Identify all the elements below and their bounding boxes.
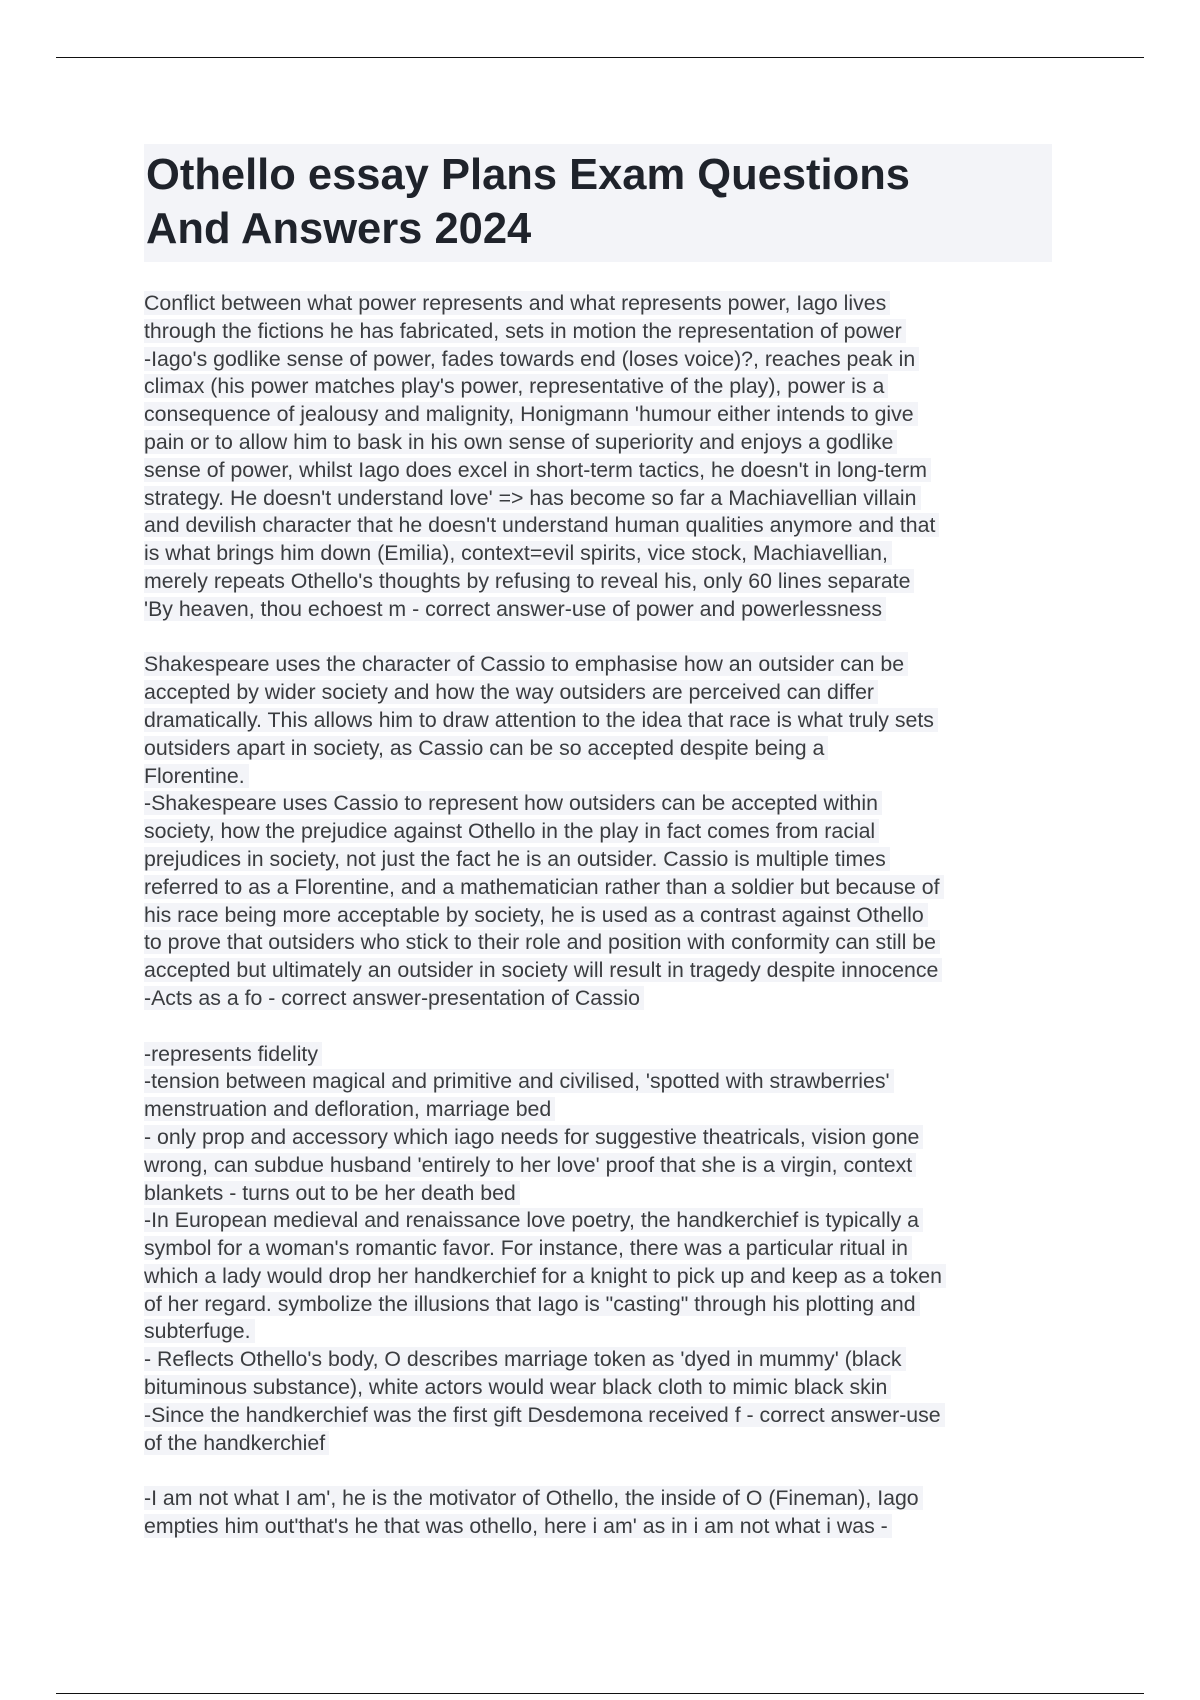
text-line xyxy=(144,902,1052,930)
text-line xyxy=(144,1152,1052,1180)
text-line-content: -Acts as a fo - correct answer-presentation of Cassio xyxy=(144,986,644,1010)
text-line-content: and devilish character that he doesn't understand human qualities anymore and that xyxy=(144,513,939,537)
text-line xyxy=(144,1124,1052,1152)
block-presentation-of-cassio xyxy=(144,651,1052,1012)
text-line-content: -represents fidelity xyxy=(144,1042,322,1066)
text-line xyxy=(144,540,1052,568)
block-use-of-handkerchief xyxy=(144,1041,1052,1458)
text-line-content: pain or to allow him to bask in his own sense of superiority and enjoys a godlike xyxy=(144,430,897,454)
text-line-content: climax (his power matches play's power, representative of the play), power is a xyxy=(144,374,888,398)
text-line-content: sense of power, whilst Iago does excel in short-term tactics, he doesn't in long-term xyxy=(144,458,931,482)
text-line xyxy=(144,679,1052,707)
text-line xyxy=(144,1096,1052,1124)
text-line xyxy=(144,346,1052,374)
text-line xyxy=(144,1068,1052,1096)
text-line-content: -I am not what I am', he is the motivator of Othello, the inside of O (Fineman), Iago xyxy=(144,1486,923,1510)
text-line xyxy=(144,1318,1052,1346)
title-line-1: Othello essay Plans Exam Questions xyxy=(146,151,910,199)
text-line-content: bituminous substance), white actors would wear black cloth to mimic black skin xyxy=(144,1375,891,1399)
text-line xyxy=(144,707,1052,735)
text-line xyxy=(144,1346,1052,1374)
text-line xyxy=(144,790,1052,818)
block-use-of-power xyxy=(144,290,1052,624)
text-line xyxy=(144,1263,1052,1291)
text-line-content: referred to as a Florentine, and a mathematician rather than a soldier but because of xyxy=(144,875,944,899)
text-line xyxy=(144,1402,1052,1430)
text-line-content: outsiders apart in society, as Cassio can be so accepted despite being a xyxy=(144,736,828,760)
text-line xyxy=(144,457,1052,485)
title-line-2: And Answers 2024 xyxy=(146,205,532,253)
text-line-content: -Since the handkerchief was the first gift Desdemona received f - correct answer-use xyxy=(144,1403,945,1427)
text-line-content: blankets - turns out to be her death bed xyxy=(144,1181,520,1205)
bottom-rule xyxy=(56,1693,1144,1694)
text-line-content: strategy. He doesn't understand love' => has become so far a Machiavellian villain xyxy=(144,486,921,510)
text-line-content: consequence of jealousy and malignity, Honigmann 'humour either intends to give xyxy=(144,402,918,426)
text-line-content: empties him out'that's he that was othello, here i am' as in i am not what i was - xyxy=(144,1514,892,1538)
text-line xyxy=(144,596,1052,624)
text-line-content: merely repeats Othello's thoughts by refusing to reveal his, only 60 lines separate xyxy=(144,569,914,593)
text-line xyxy=(144,373,1052,401)
text-line-content: which a lady would drop her handkerchief for a knight to pick up and keep as a token xyxy=(144,1264,946,1288)
text-line xyxy=(144,651,1052,679)
text-line-content: -Iago's godlike sense of power, fades towards end (loses voice)?, reaches peak in xyxy=(144,347,919,371)
text-line xyxy=(144,1291,1052,1319)
text-line-content: symbol for a woman's romantic favor. For instance, there was a particular ritual in xyxy=(144,1236,912,1260)
text-line-content: -tension between magical and primitive and civilised, 'spotted with strawberries' xyxy=(144,1069,894,1093)
text-line xyxy=(144,929,1052,957)
text-line-content: society, how the prejudice against Othello in the play in fact comes from racial xyxy=(144,819,879,843)
text-line-content: is what brings him down (Emilia), context=evil spirits, vice stock, Machiavellian, xyxy=(144,541,892,565)
text-line-content: - Reflects Othello's body, O describes marriage token as 'dyed in mummy' (black xyxy=(144,1347,906,1371)
text-line xyxy=(144,957,1052,985)
text-line xyxy=(144,485,1052,513)
block-iago-motivator xyxy=(144,1485,1052,1541)
text-line xyxy=(144,1235,1052,1263)
text-line xyxy=(144,985,1052,1013)
text-line xyxy=(144,1041,1052,1069)
text-line-content: accepted but ultimately an outsider in society will result in tragedy despite innocence xyxy=(144,958,942,982)
top-rule xyxy=(56,57,1144,58)
text-line xyxy=(144,318,1052,346)
text-line-content: -Shakespeare uses Cassio to represent how outsiders can be accepted within xyxy=(144,791,882,815)
text-line-content: of her regard. symbolize the illusions that Iago is "casting" through his plotting and xyxy=(144,1292,920,1316)
text-line xyxy=(144,735,1052,763)
text-line xyxy=(144,763,1052,791)
text-line-content: Florentine. xyxy=(144,764,249,788)
text-line-content: dramatically. This allows him to draw attention to the idea that race is what truly sets xyxy=(144,708,938,732)
text-line-content: - only prop and accessory which iago needs for suggestive theatricals, vision gone xyxy=(144,1125,923,1149)
text-line xyxy=(144,401,1052,429)
text-line xyxy=(144,846,1052,874)
text-line-content: through the fictions he has fabricated, sets in motion the representation of power xyxy=(144,319,906,343)
text-line xyxy=(144,1180,1052,1208)
document-title xyxy=(144,144,1052,262)
text-line xyxy=(144,290,1052,318)
text-line xyxy=(144,568,1052,596)
text-line-content: Conflict between what power represents and what represents power, Iago lives xyxy=(144,291,890,315)
text-line-content: of the handkerchief xyxy=(144,1431,329,1455)
text-line xyxy=(144,874,1052,902)
answer-blocks xyxy=(144,290,1052,1541)
text-line xyxy=(144,818,1052,846)
text-line-content: his race being more acceptable by society, he is used as a contrast against Othello xyxy=(144,903,928,927)
text-line xyxy=(144,1485,1052,1513)
text-line-content: to prove that outsiders who stick to their role and position with conformity can still be xyxy=(144,930,940,954)
text-line xyxy=(144,1430,1052,1458)
text-line-content: 'By heaven, thou echoest m - correct answer-use of power and powerlessness xyxy=(144,597,886,621)
text-line xyxy=(144,512,1052,540)
text-line xyxy=(144,1374,1052,1402)
text-line-content: prejudices in society, not just the fact he is an outsider. Cassio is multiple times xyxy=(144,847,890,871)
text-line-content: accepted by wider society and how the way outsiders are perceived can differ xyxy=(144,680,878,704)
text-line xyxy=(144,429,1052,457)
text-line-content: wrong, can subdue husband 'entirely to her love' proof that she is a virgin, context xyxy=(144,1153,916,1177)
text-line-content: Shakespeare uses the character of Cassio to emphasise how an outsider can be xyxy=(144,652,908,676)
text-line-content: -In European medieval and renaissance love poetry, the handkerchief is typically a xyxy=(144,1208,923,1232)
text-line xyxy=(144,1513,1052,1541)
document-body xyxy=(144,144,1052,1541)
text-line-content: menstruation and defloration, marriage bed xyxy=(144,1097,555,1121)
text-line xyxy=(144,1207,1052,1235)
text-line-content: subterfuge. xyxy=(144,1319,255,1343)
